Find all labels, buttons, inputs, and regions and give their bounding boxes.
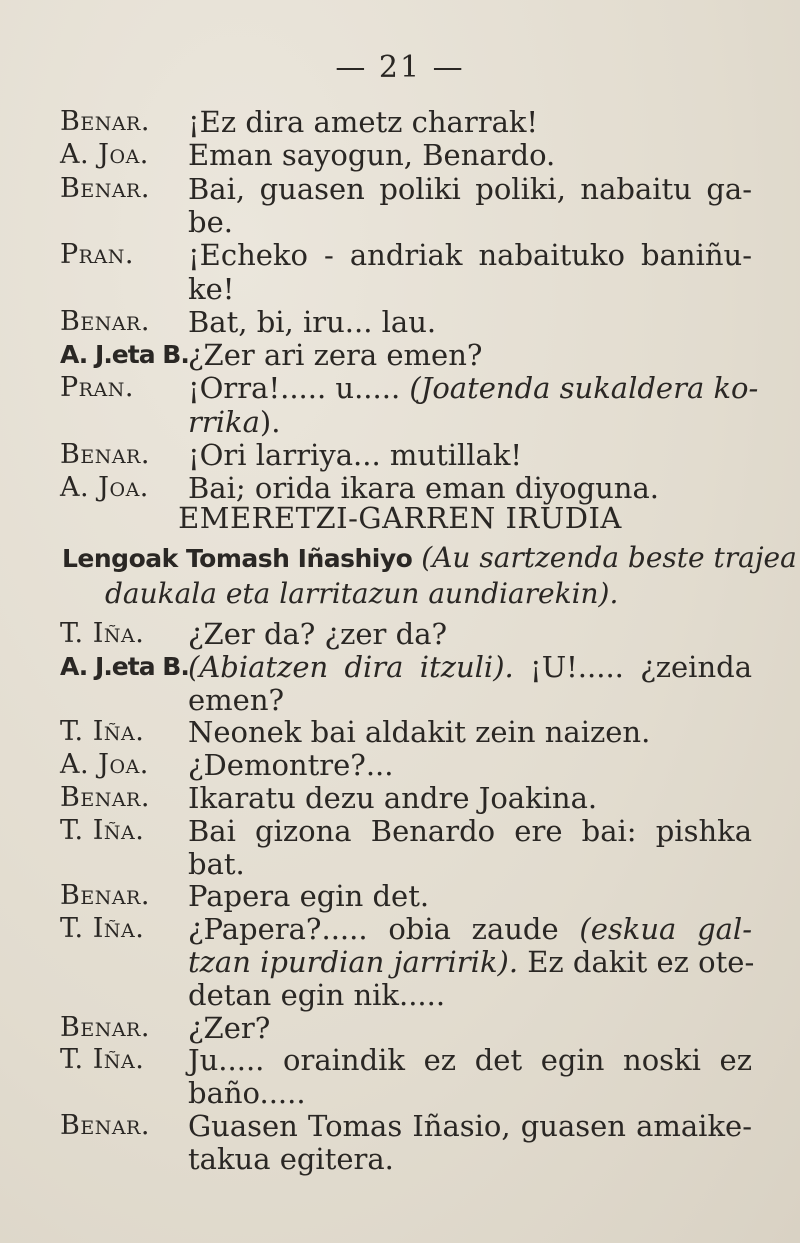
- speaker-label: Benar.: [60, 1110, 150, 1141]
- dialogue-text-plain: ¡Ori larriya... mutillak!: [188, 438, 523, 472]
- page-number: — 21 —: [335, 50, 465, 85]
- speaker-label: Benar.: [60, 172, 150, 204]
- dialogue-text-plain: Guasen Tomas Iñasio, guasen amaike-: [188, 1109, 752, 1143]
- speaker-label: Benar.: [60, 782, 150, 813]
- speaker-label: Benar.: [60, 1011, 150, 1043]
- dialogue-text-plain: Ikaratu dezu andre Joakina.: [188, 781, 598, 815]
- speaker-label: A. Joa.: [60, 139, 149, 171]
- dialogue-text-plain: ke!: [188, 271, 235, 306]
- dialogue-text-after: ).: [259, 404, 281, 439]
- stage-direction: rrika: [188, 404, 260, 439]
- dialogue-text-plain: ¿Demontre?...: [188, 748, 394, 783]
- stage-direction: tzan ipurdian jarririk).: [188, 945, 519, 979]
- speaker-label: T. Iña.: [60, 814, 145, 846]
- dialogue-text-plain: Bai gizona Benardo ere bai: pishka: [188, 813, 752, 848]
- stage-direction: (eskua gal-: [579, 912, 753, 947]
- speaker-label: Pran.: [60, 372, 134, 404]
- speaker-label: T. Iña.: [60, 913, 145, 945]
- dialogue-text: [188, 1139, 752, 1179]
- character-intro-direction-2: daukala eta larritazun aundiarekin).: [105, 577, 619, 610]
- dialogue-text-plain: ¿Papera?..... obia zaude: [188, 912, 580, 947]
- dialogue-text-plain: ¡Echeko - andriak nabaituko baniñu-: [188, 238, 752, 273]
- dialogue-text-plain: ¿Zer?: [188, 1010, 271, 1045]
- dialogue-text-plain: ¿Zer da? ¿zer da?: [188, 617, 448, 651]
- dialogue-text-plain: be.: [188, 204, 233, 239]
- speaker-label: A. J.eta B.: [60, 651, 189, 681]
- dialogue-text-after: Ez dakit ez ote-: [518, 945, 755, 979]
- speaker-label: Benar.: [60, 880, 150, 912]
- dialogue-text-plain: detan egin nik.....: [188, 977, 446, 1012]
- dialogue-text-plain: Bat, bi, iru... lau.: [188, 304, 437, 339]
- speaker-label: Pran.: [60, 239, 134, 271]
- character-intro-line-1: [62, 538, 797, 578]
- dialogue-text-after: ¡U!..... ¿zeinda: [513, 649, 752, 684]
- dialogue-line: [0, 1139, 800, 1179]
- speaker-label: T. Iña.: [60, 1044, 145, 1076]
- speaker-label: Benar.: [60, 305, 150, 337]
- character-intro-direction-1: (Au sartzenda beste trajea: [421, 541, 797, 574]
- dialogue-text-plain: Papera egin det.: [188, 879, 430, 914]
- speaker-label: Benar.: [60, 439, 150, 470]
- stage-direction: (Joatenda sukaldera ko-: [409, 371, 759, 406]
- dialogue-text-plain: ¡Ez dira ametz charrak!: [188, 105, 539, 139]
- speaker-label: Benar.: [60, 106, 150, 137]
- character-intro-name: Lengoak Tomash Iñashiyo: [62, 544, 413, 573]
- dialogue-text-plain: baño.....: [188, 1076, 306, 1111]
- stage-direction: (Abiatzen dira itzuli).: [188, 649, 514, 684]
- scene-heading: EMERETZI-GARREN IRUDIA: [178, 501, 622, 535]
- dialogue-text-plain: Eman sayogun, Benardo.: [188, 138, 556, 173]
- dialogue-text-plain: ¿Zer ari zera emen?: [188, 338, 483, 373]
- dialogue-text-plain: Bai, guasen poliki poliki, nabaitu ga-: [188, 171, 752, 206]
- dialogue-text-plain: Bai; orida ikara eman diyoguna.: [188, 471, 659, 506]
- speaker-label: T. Iña.: [60, 618, 145, 649]
- speaker-label: T. Iña.: [60, 716, 145, 748]
- speaker-label: A. Joa.: [60, 472, 149, 504]
- speaker-label: A. Joa.: [60, 749, 149, 781]
- dialogue-text-plain: bat.: [188, 846, 245, 881]
- dialogue-text-plain: ¡Orra!..... u.....: [188, 371, 410, 406]
- speaker-label: A. J.eta B.: [60, 340, 189, 370]
- dialogue-text-plain: Ju..... oraindik ez det egin noski ez: [188, 1043, 752, 1078]
- dialogue-text-plain: emen?: [188, 682, 285, 717]
- dialogue-text-plain: Neonek bai aldakit zein naizen.: [188, 715, 651, 750]
- dialogue-text-plain: takua egitera.: [188, 1141, 394, 1176]
